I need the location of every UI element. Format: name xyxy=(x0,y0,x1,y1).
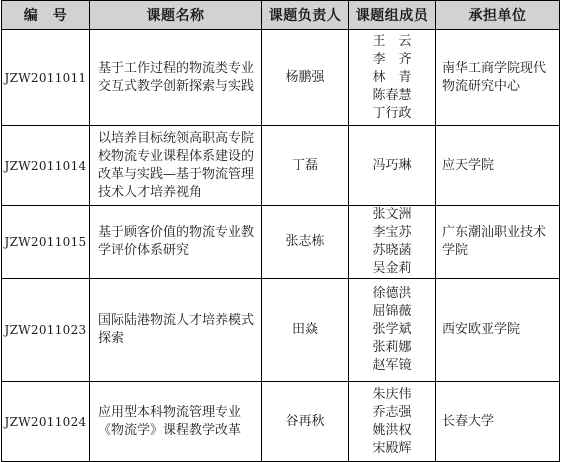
project-members xyxy=(349,126,436,206)
project-table xyxy=(1,0,560,462)
project-code: JZW2011011 xyxy=(2,30,90,126)
project-org: 南华工商学院现代物流研究中心 xyxy=(436,30,560,126)
project-lead: 杨鹏强 xyxy=(262,30,349,126)
project-code: JZW2011015 xyxy=(2,206,90,279)
project-code: JZW2011024 xyxy=(2,382,90,462)
project-title: 基于工作过程的物流类专业交互式教学创新探索与实践 xyxy=(90,30,262,126)
project-title: 应用型本科物流管理专业《物流学》课程教学改革 xyxy=(90,382,262,462)
project-members xyxy=(349,382,436,462)
member-name: 丁行政 xyxy=(372,105,412,121)
member-name: 张莉娜 xyxy=(372,340,412,355)
header-title: 课题名称 xyxy=(90,1,262,30)
member-name: 朱庆伟 xyxy=(372,386,412,402)
table-row xyxy=(2,206,560,279)
project-lead: 谷再秋 xyxy=(262,382,349,462)
project-members xyxy=(349,279,436,382)
member-name: 屈锦薇 xyxy=(372,304,412,319)
member-name: 李 齐 xyxy=(372,51,412,67)
member-name: 张学斌 xyxy=(372,322,412,337)
table-row xyxy=(2,126,560,206)
member-name: 徐德洪 xyxy=(372,286,412,301)
table-row xyxy=(2,30,560,126)
project-org: 广东潮汕职业技术学院 xyxy=(436,206,560,279)
member-name: 王 云 xyxy=(372,33,412,49)
header-code: 编 号 xyxy=(2,1,90,30)
member-name: 苏晓菡 xyxy=(372,243,412,258)
project-lead: 丁磊 xyxy=(262,126,349,206)
member-name: 林 青 xyxy=(372,69,412,85)
project-title: 基于顾客价值的物流专业教学评价体系研究 xyxy=(90,206,262,279)
project-members xyxy=(349,206,436,279)
member-name: 姚洪权 xyxy=(372,422,412,438)
project-org: 西安欧亚学院 xyxy=(436,279,560,382)
project-org: 应天学院 xyxy=(436,126,560,206)
project-lead: 田焱 xyxy=(262,279,349,382)
member-name: 赵军镜 xyxy=(372,358,412,373)
member-name: 冯巧琳 xyxy=(372,157,412,173)
header-org: 承担单位 xyxy=(436,1,560,30)
header-members: 课题组成员 xyxy=(349,1,436,30)
table-row xyxy=(2,382,560,462)
member-name: 吴金莉 xyxy=(372,261,412,276)
table-row xyxy=(2,279,560,382)
project-title: 以培养目标统领高职高专院校物流专业课程体系建设的改革与实践—基于物流管理技术人才培养视角 xyxy=(90,126,262,206)
header-lead: 课题负责人 xyxy=(262,1,349,30)
member-name: 张文洲 xyxy=(372,207,412,222)
member-name: 乔志强 xyxy=(372,404,412,420)
member-name: 李宝苏 xyxy=(372,225,412,240)
member-name: 宋殿辉 xyxy=(372,440,412,456)
project-code: JZW2011014 xyxy=(2,126,90,206)
project-members xyxy=(349,30,436,126)
project-title: 国际陆港物流人才培养模式探索 xyxy=(90,279,262,382)
member-name: 陈春慧 xyxy=(372,87,412,103)
project-org: 长春大学 xyxy=(436,382,560,462)
header-row xyxy=(2,1,560,30)
project-code: JZW2011023 xyxy=(2,279,90,382)
project-lead: 张志栋 xyxy=(262,206,349,279)
